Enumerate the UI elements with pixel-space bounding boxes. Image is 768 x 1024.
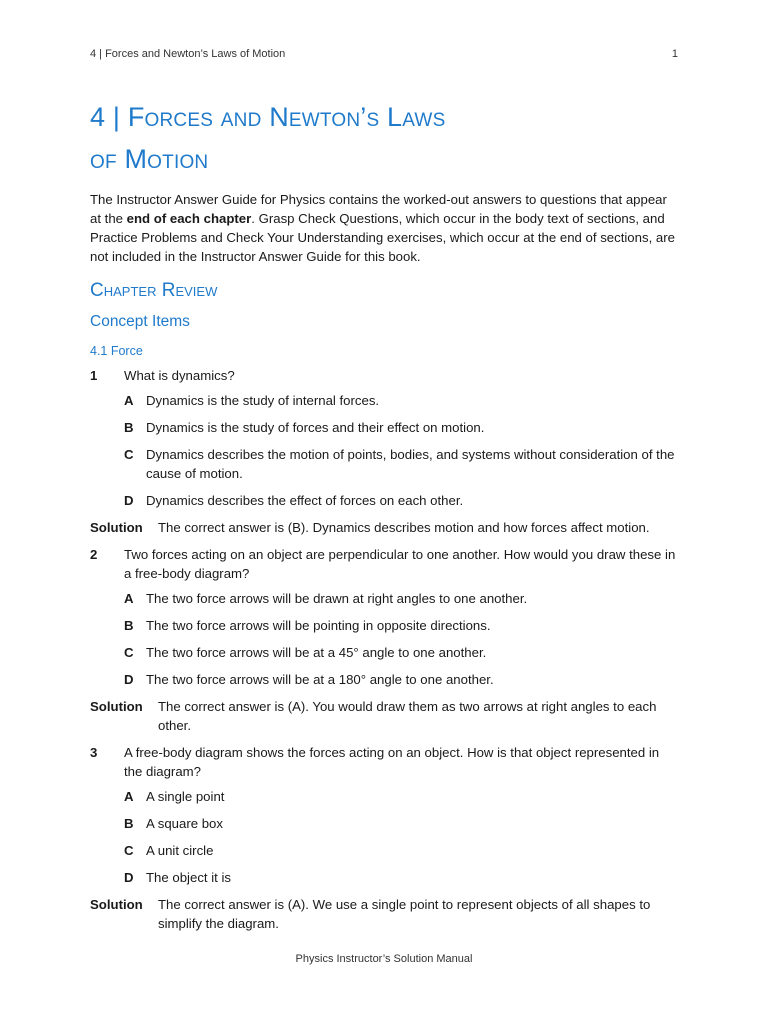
option-letter: A [124,591,134,606]
solution-label: Solution [90,897,143,912]
option-text: The two force arrows will be drawn at right angles to one another. [146,591,528,606]
intro-paragraph [90,190,680,266]
page-number: 1 [671,48,678,60]
option-text: A unit circle [146,843,214,858]
subsection-title: Concept Items [90,313,190,330]
intro-text-1: The Instructor Answer Guide for Physics contains the worked-out answers to questions that appear at the [90,192,667,226]
option-letter: C [124,645,134,660]
question [90,366,680,385]
option-text: Dynamics is the study of internal forces. [146,393,380,408]
answer-options [124,787,680,887]
chapter-title-line-2: of Motion [90,144,209,174]
question [90,545,680,583]
option-letter: C [124,843,134,858]
question-block [90,366,680,537]
answer-options [124,391,680,510]
answer-option [124,814,680,833]
question-number: 2 [90,547,98,562]
solution-text: The correct answer is (A). You would draw them as two arrows at right angles to each other. [158,699,657,733]
chapter-title-line-1: 4 | Forces and Newton’s Laws [90,102,446,132]
page-content [90,96,680,941]
option-text: Dynamics describes the motion of points, bodies, and systems without consideration of the cause of motion. [146,447,675,481]
option-letter: C [124,447,134,462]
question-number: 3 [90,745,98,760]
answer-option [124,589,680,608]
answer-option [124,868,680,887]
answer-option [124,841,680,860]
solution-label: Solution [90,699,143,714]
option-text: Dynamics describes the effect of forces on each other. [146,493,464,508]
answer-option [124,391,680,410]
option-text: The two force arrows will be pointing in opposite directions. [146,618,491,633]
solution [90,697,680,735]
option-text: The object it is [146,870,232,885]
solution-label: Solution [90,520,143,535]
question-text: A free-body diagram shows the forces acting on an object. How is that object represented in the diagram? [124,745,660,779]
answer-option [124,787,680,806]
page-footer: Physics Instructor’s Solution Manual [295,953,473,965]
running-header-title: 4 | Forces and Newton’s Laws of Motion [90,48,286,60]
option-letter: B [124,618,134,633]
answer-option [124,643,680,662]
answer-option [124,491,680,510]
answer-option [124,670,680,689]
option-letter: B [124,420,134,435]
option-text: A single point [146,789,225,804]
answer-option [124,418,680,437]
question-number: 1 [90,368,98,383]
solution-text: The correct answer is (A). We use a single point to represent objects of all shapes to simplify the diagram. [158,897,651,931]
intro-text-2: . Grasp Check Questions, which occur in the body text of sections, and Practice Problems and Check Your Understanding exercises, which occur at the end of sections, are not included in the Instructor Answer Guide for this book. [90,211,675,264]
answer-options [124,589,680,689]
answer-option [124,616,680,635]
option-text: The two force arrows will be at a 180° angle to one another. [146,672,494,687]
question-block [90,545,680,735]
running-header [90,48,678,60]
option-letter: D [124,493,134,508]
answer-option [124,445,680,483]
option-letter: A [124,393,134,408]
question-text: Two forces acting on an object are perpendicular to one another. How would you draw these in a free-body diagram? [124,547,676,581]
option-letter: D [124,870,134,885]
solution [90,518,680,537]
option-text: The two force arrows will be at a 45° angle to one another. [146,645,487,660]
option-letter: D [124,672,134,687]
option-letter: B [124,816,134,831]
intro-bold-text: end of each chapter [126,211,252,226]
option-text: Dynamics is the study of forces and their effect on motion. [146,420,485,435]
solution [90,895,680,933]
chapter-title [90,96,680,180]
solution-text: The correct answer is (B). Dynamics describes motion and how forces affect motion. [158,520,650,535]
question [90,743,680,781]
option-text: A square box [146,816,223,831]
question-block [90,743,680,933]
option-letter: A [124,789,134,804]
question-text: What is dynamics? [124,368,235,383]
topic-title: 4.1 Force [90,344,143,358]
section-title: Chapter Review [90,280,218,301]
